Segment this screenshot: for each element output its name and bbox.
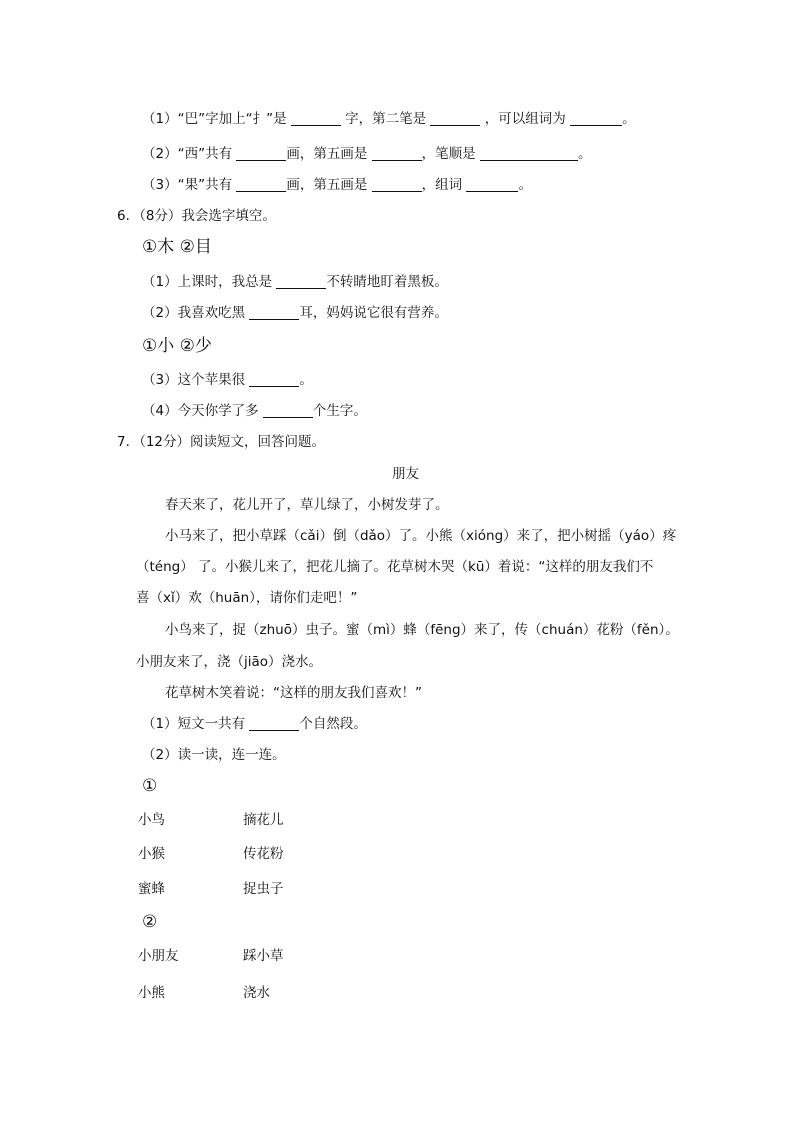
q5-item-2 [142, 145, 591, 163]
q6-s2-post: 耳，妈妈说它很有营养。 [299, 305, 448, 321]
q5-item-3 [142, 176, 532, 194]
match-right-item[interactable]: 传花粉 [243, 846, 284, 862]
q6-sentence-1 [142, 273, 448, 291]
match-group-2-marker: ② [142, 912, 158, 932]
answer-blank[interactable] [466, 177, 518, 192]
q7-sub1-post: 个自然段。 [299, 716, 367, 732]
passage-paragraph-1: 春天来了，花儿开了，草儿绿了，小树发芽了。 [165, 497, 449, 513]
q6-options-2: ①小 ②少 [142, 336, 212, 356]
match-group-1-marker: ① [142, 776, 158, 796]
match-right-item[interactable]: 浇水 [243, 985, 270, 1001]
match-left-item[interactable]: 小熊 [138, 985, 165, 1001]
q5-item-3-text-a: （3）“果”共有 [142, 177, 233, 193]
q6-heading: 6．（8分）我会选字填空。 [117, 208, 276, 224]
answer-blank[interactable] [236, 146, 286, 161]
passage-paragraph-3-line-1: 小鸟来了，捉（zhuō）虫子。蜜（mì）蜂（fēng）来了，传（chuán）花粉（fěn）。 [165, 622, 679, 638]
q7-subquestion-1 [142, 715, 367, 733]
q5-item-3-text-b: 画，第五画是 [286, 177, 368, 193]
q5-item-1-text-a: （1）“巴”字加上“扌”是 [142, 111, 287, 127]
answer-blank[interactable] [291, 111, 341, 126]
match-left-item[interactable]: 小朋友 [138, 948, 179, 964]
q6-options-1: ①木 ②目 [142, 237, 212, 257]
answer-blank[interactable] [249, 716, 299, 731]
q5-item-2-text-a: （2）“西”共有 [142, 146, 233, 162]
answer-blank[interactable] [480, 146, 578, 161]
q5-item-2-text-d: 。 [577, 146, 592, 162]
q7-subquestion-2: （2）读一读，连一连。 [142, 747, 286, 763]
q6-sentence-2 [142, 304, 448, 322]
q5-item-2-text-c: ，笔顺是 [421, 146, 476, 162]
q6-sentence-4 [142, 402, 367, 420]
answer-blank[interactable] [276, 274, 326, 289]
passage-paragraph-2-line-1: 小马来了，把小草踩（cǎi）倒（dǎo）了。小熊（xióng）来了，把小树摇（yáo）疼 [165, 528, 677, 544]
match-right-item[interactable]: 摘花儿 [243, 812, 284, 828]
passage-paragraph-2-line-3: 喜（xǐ）欢（huān），请你们走吧！” [136, 590, 358, 606]
q5-item-1-text-c: ，可以组词为 [484, 111, 566, 127]
answer-blank[interactable] [372, 177, 422, 192]
q6-sentence-3 [142, 371, 313, 389]
answer-blank[interactable] [263, 403, 313, 418]
q6-s2-pre: （2）我喜欢吃黑 [142, 305, 246, 321]
q5-item-1-text-d: 。 [622, 111, 636, 127]
q6-s3-post: 。 [299, 372, 313, 388]
answer-blank[interactable] [236, 177, 286, 192]
match-left-item[interactable]: 蜜蜂 [138, 881, 165, 897]
q5-item-1-text-b: 字，第二笔是 [345, 111, 427, 127]
q7-sub1-pre: （1）短文一共有 [142, 716, 246, 732]
q7-heading: 7．（12分）阅读短文，回答问题。 [117, 434, 326, 450]
q6-s1-post: 不转睛地盯着黑板。 [326, 274, 448, 290]
q5-item-1 [142, 110, 636, 128]
q5-item-3-text-c: ，组词 [421, 177, 463, 193]
answer-blank[interactable] [249, 372, 299, 387]
q6-s1-pre: （1）上课时，我总是 [142, 274, 273, 290]
answer-blank[interactable] [372, 146, 422, 161]
q6-s3-pre: （3）这个苹果很 [142, 372, 246, 388]
match-left-item[interactable]: 小鸟 [138, 812, 165, 828]
answer-blank[interactable] [570, 111, 622, 126]
passage-paragraph-2-line-2: （téng） 了。小猴儿来了，把花儿摘了。花草树木哭（kū）着说：“这样的朋友我们不 [136, 559, 654, 575]
passage-paragraph-4: 花草树木笑着说：“这样的朋友我们喜欢！” [165, 685, 422, 701]
match-right-item[interactable]: 踩小草 [243, 948, 284, 964]
answer-blank[interactable] [249, 305, 299, 320]
passage-paragraph-3-line-2: 小朋友来了，浇（jiāo）浇水。 [136, 654, 323, 670]
answer-blank[interactable] [430, 111, 480, 126]
q5-item-2-text-b: 画，第五画是 [286, 146, 368, 162]
match-right-item[interactable]: 捉虫子 [243, 881, 284, 897]
q6-s4-post: 个生字。 [312, 403, 367, 419]
match-left-item[interactable]: 小猴 [138, 846, 165, 862]
q6-s4-pre: （4）今天你学了多 [142, 403, 259, 419]
q5-item-3-text-d: 。 [518, 177, 532, 193]
passage-title: 朋友 [392, 466, 419, 482]
